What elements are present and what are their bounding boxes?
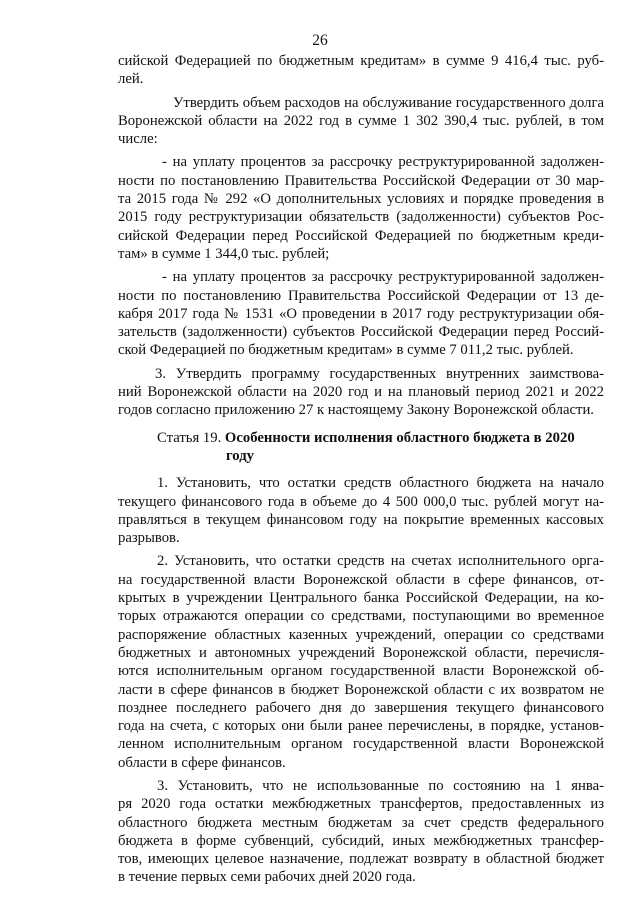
text-line: ности по постановлению Правительства Российской Федерации от 13 де- xyxy=(118,287,604,304)
text-line: торых отражаются операции со средствами, поступающими во временное xyxy=(118,608,604,625)
text-line: 3. Утвердить программу государственных внутренних заимствова- xyxy=(155,365,604,382)
text-line: области в сфере финансов. xyxy=(118,754,286,771)
text-line: в течение первых семи рабочих дней 2020 года. xyxy=(118,869,416,886)
text-line: та 2015 года № 292 «О дополнительных условиях и порядке проведения в xyxy=(118,191,604,208)
paragraph xyxy=(118,365,604,420)
text-line: Утвердить объем расходов на обслуживание государственного долга xyxy=(173,94,604,111)
article-heading xyxy=(118,429,604,466)
text-line: ря 2020 года остатки межбюджетных трансфертов, предоставленных из xyxy=(118,796,604,813)
text-line: разрывов. xyxy=(118,530,180,547)
text-line: позднее последнего рабочего дня до завершения текущего финансового xyxy=(118,699,604,716)
text-line: крытых в учреждении Центрального банка Российской Федерации, на ко- xyxy=(118,590,604,607)
text-line: годов согласно приложению 27 к настоящему Закону Воронежской области. xyxy=(118,402,594,419)
paragraph xyxy=(118,153,604,263)
paragraph xyxy=(118,552,604,772)
text-line: лей. xyxy=(118,71,144,88)
text-line: года на счета, с которых они были ранее перечислены, в порядке, установ- xyxy=(118,718,604,735)
text-line: ний Воронежской области на 2020 год и на плановый период 2021 и 2022 xyxy=(118,384,604,401)
page-number: 26 xyxy=(312,32,328,49)
text-line: там» в сумме 1 344,0 тыс. рублей; xyxy=(118,245,330,262)
text-line: - на уплату процентов за рассрочку реструктурированной задолжен- xyxy=(162,269,604,286)
text-line: бюджета в форме субвенций, субсидий, иных межбюджетных трансфер- xyxy=(118,832,604,849)
text-line: числе: xyxy=(118,131,158,148)
text-line: сийской Федерации перед Российской Федерацией по бюджетным креди- xyxy=(118,227,604,244)
article-title: Особенности исполнения областного бюджета в 2020 xyxy=(224,429,575,446)
paragraph xyxy=(118,52,604,89)
text-line: ности по постановлению Правительства Российской Федерации от 30 мар- xyxy=(118,172,604,189)
article-title-continued: году xyxy=(226,447,254,464)
text-line: правляться в текущем финансовом году на покрытие временных кассовых xyxy=(118,511,604,528)
paragraphs-top xyxy=(118,52,604,420)
text-line: 3. Установить, что не использованные по состоянию на 1 янва- xyxy=(157,777,604,794)
text-line: сийской Федерацией по бюджетным кредитам» в сумме 9 416,4 тыс. руб- xyxy=(118,53,604,69)
text-line: тов, имеющих целевое назначение, подлежат возврату в областной бюджет xyxy=(118,851,604,868)
text-line: бюджетных и автономных учреждений Воронежской области, перечисля- xyxy=(118,644,604,661)
paragraph xyxy=(118,474,604,547)
text-line: ленном исполнительным органом государственной власти Воронежской xyxy=(118,736,604,753)
paragraphs-bottom xyxy=(118,474,604,887)
text-line: текущего финансового года в объеме до 4 500 000,0 тыс. рублей могут на- xyxy=(118,493,604,510)
text-line: ются исполнительным органом государственной власти Воронежской об- xyxy=(118,663,604,680)
text-line: 2015 году реструктуризации обязательств (задолженности) субъектов Рос- xyxy=(118,209,604,226)
paragraph xyxy=(118,777,604,887)
article-label: Статья 19. xyxy=(157,429,222,446)
text-line: ласти в сфере финансов в бюджет Воронежской области с их возвратом не xyxy=(118,681,604,698)
text-line: - на уплату процентов за рассрочку реструктурированной задолжен- xyxy=(162,154,604,171)
paragraph xyxy=(118,268,604,359)
text-line: 2. Установить, что остатки средств на счетах исполнительного орга- xyxy=(157,553,604,570)
text-line: ской Федерацией по бюджетным кредитам» в сумме 7 011,2 тыс. рублей. xyxy=(118,342,574,359)
text-line: областного бюджета местным бюджетам за счет средств федерального xyxy=(118,814,604,831)
document-body xyxy=(118,52,604,887)
paragraph xyxy=(118,94,604,149)
text-line: кабря 2017 года № 1531 «О проведении в 2017 году реструктуризации обя- xyxy=(118,305,604,322)
text-line: 1. Установить, что остатки средств областного бюджета на начало xyxy=(157,475,604,492)
text-line: на государственной власти Воронежской области в сфере финансов, от- xyxy=(118,571,604,588)
text-line: Воронежской области на 2022 год в сумме 1 302 390,4 тыс. рублей, в том xyxy=(118,112,604,129)
text-line: распоряжение областных казенных учреждений, операции со средствами xyxy=(118,626,604,643)
text-line: зательств (задолженности) субъектов Российской Федерации перед Россий- xyxy=(118,324,604,341)
